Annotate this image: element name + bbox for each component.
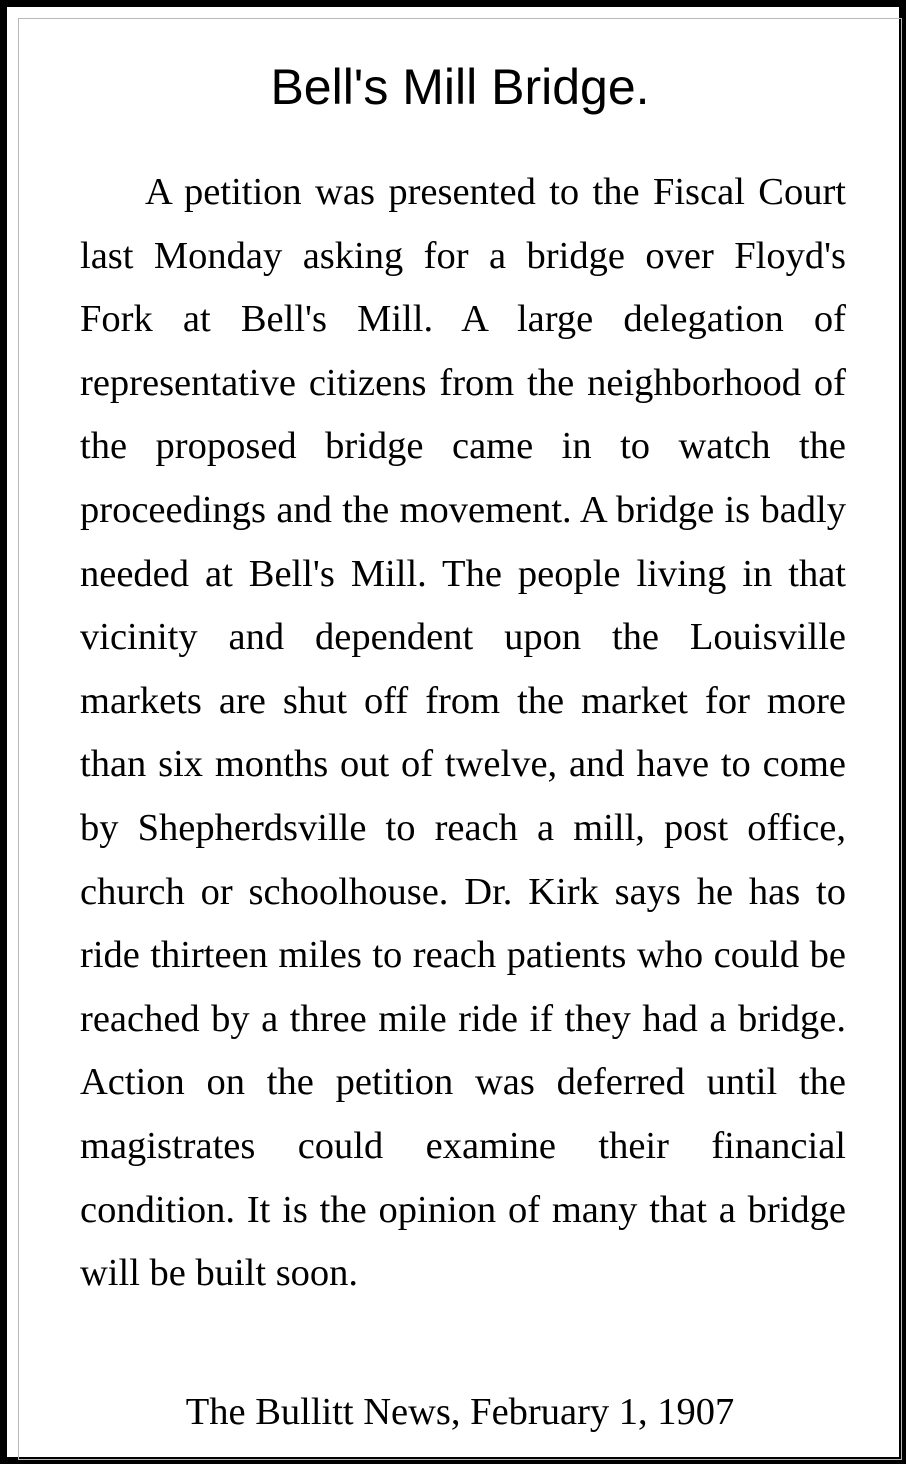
- article-body: A petition was presented to the Fiscal Court last Monday asking for a bridge over Floyd's Fork at Bell's Mill. A large delegation of representative citizens from the neighborhood of the proposed bridge came in to watch the proceedings and the movement. A bridge is badly needed at Bell's Mill. The people living in that vicinity and dependent upon the Louisville markets are shut off from the market for more than six months out of twelve, and have to come by Shepherdsville to reach a mill, post office, church or schoolhouse. Dr. Kirk says he has to ride thirteen miles to reach patients who could be reached by a three mile ride if they had a bridge. Action on the petition was deferred until the magistrates could examine their financial condition. It is the opinion of many that a bridge will be built soon.: [80, 171, 846, 1295]
- article-title: Bell's Mill Bridge.: [270, 59, 650, 115]
- article-source-citation: The Bullitt News, February 1, 1907: [185, 1391, 735, 1433]
